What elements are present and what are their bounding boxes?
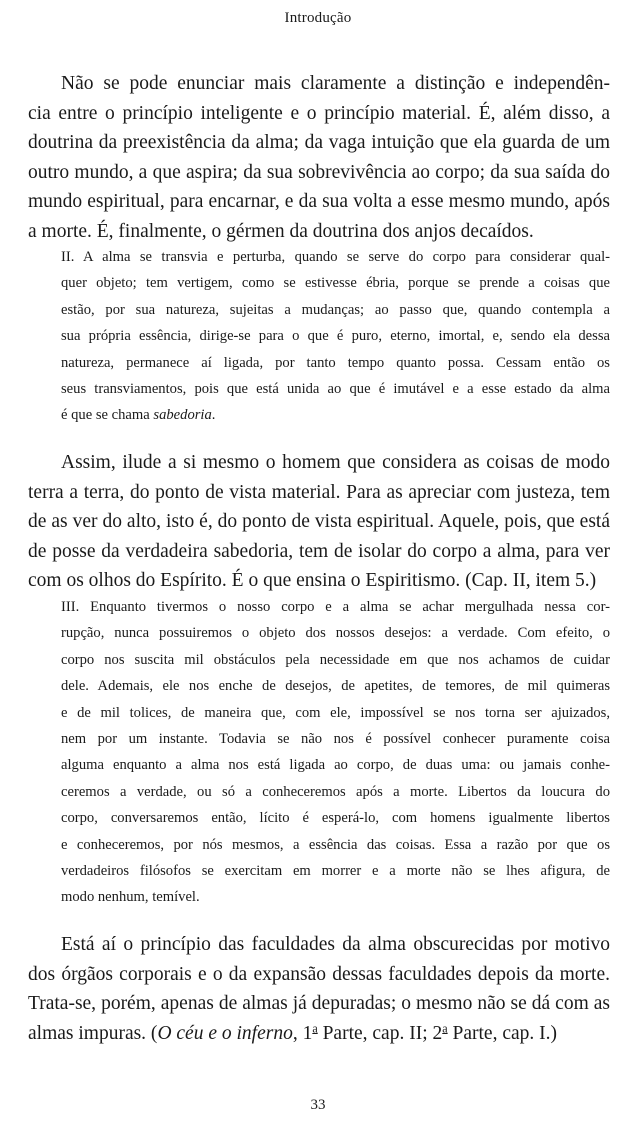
ordinal-indicator: a [312, 1020, 318, 1035]
quote-line: sua própria essência, dirige-se para o que é puro, eterno, imortal, e, sendo ela dessa [61, 328, 610, 345]
text-line: dos órgãos corporais e o da expansão dessas faculdades depois da morte. [28, 963, 610, 985]
text-line: terra a terra, do ponto de vista material. Para as apreciar com justeza, tem [28, 481, 610, 503]
page-number: 33 [310, 1097, 326, 1113]
quote-block-iii [61, 594, 610, 911]
quote-line: ceremos a verdade, ou só a conheceremos após a morte. Libertos da loucura do [61, 783, 610, 800]
quote-line: II. A alma se transvia e perturba, quando se serve do corpo para considerar qual- [61, 249, 610, 265]
text-line: de posse da verdadeira sabedoria, tem de isolar do corpo a alma, para ver [28, 540, 610, 562]
text-line: doutrina da preexistência da alma; da vaga intuição que ela guarda de um [28, 132, 610, 153]
quote-line: natureza, permanece aí ligada, por tanto tempo quanto possa. Cessam então os [61, 354, 610, 371]
running-header: Introdução [284, 10, 352, 26]
quote-block-ii [61, 244, 610, 429]
text-line: Trata-se, porém, apenas de almas já depuradas; o mesmo não se dá com as [28, 993, 610, 1014]
italic-term: sabedoria [153, 407, 212, 424]
text-line: Está aí o princípio das faculdades da alma obscurecidas por motivo [61, 934, 610, 955]
body-paragraph-2 [28, 448, 610, 596]
quote-line: e conheceremos, por nós mesmos, a essência das coisas. Essa a razão por que os [61, 836, 610, 853]
italic-book-title: O céu e o inferno [157, 1022, 293, 1044]
ordinal-indicator: a [442, 1020, 448, 1035]
text-line: a morte. É, finalmente, o gérmen da doutrina dos anjos decaídos. [28, 220, 534, 242]
text-line [28, 1019, 610, 1049]
quote-line: quer objeto; tem vertigem, como se estivesse ébria, porque se prende a coisas que [61, 275, 610, 292]
quote-line: alguma enquanto a alma nos está ligada ao corpo, de duas uma: ou jamais conhe- [61, 757, 610, 774]
text-segment: almas impuras. ( [28, 1022, 158, 1044]
text-line: cia entre o princípio inteligente e o princípio material. É, além disso, a [28, 102, 610, 124]
text-segment: Parte, cap. II; 2 [317, 1022, 443, 1044]
quote-line: estão, por sua natureza, sujeitas a mudanças; ao passo que, quando contempla a [61, 301, 610, 318]
text-line: Não se pode enunciar mais claramente a distinção e independên- [61, 73, 610, 94]
text-segment: , 1 [292, 1022, 313, 1044]
body-paragraph-1 [28, 69, 610, 246]
quote-line: rupção, nunca possuiremos o objeto dos nossos desejos: a verdade. Com efeito, o [61, 625, 610, 642]
quote-line: III. Enquanto tivermos o nosso corpo e a alma se achar mergulhada nessa cor- [61, 599, 610, 615]
quote-line: verdadeiros filósofos se exercitam em morrer e a morte não se lhes afigura, de [61, 863, 610, 880]
quote-line: nem por um instante. Todavia se não nos é possível conhecer puramente coisa [61, 731, 610, 748]
quote-text-segment: é que se chama [61, 407, 154, 424]
quote-line: e de mil tolices, de maneira que, com ele, impossível se nos torna ser ajuizados, [61, 704, 610, 721]
text-line: de as ver do alto, isto é, do ponto de vista espiritual. Aquele, pois, que está [28, 511, 610, 532]
text-line: Assim, ilude a si mesmo o homem que considera as coisas de modo [61, 452, 610, 473]
text-line: mundo espiritual, para encarnar, e da sua volta a esse mesmo mundo, após [28, 191, 610, 212]
quote-line: dele. Ademais, ele nos enche de desejos, de apetites, de temores, de mil quimeras [61, 678, 610, 695]
quote-line: seus transviamentos, pois que está unida ao que é imutável e a esse estado da alma [61, 381, 610, 398]
text-segment: Parte, cap. I.) [447, 1022, 557, 1044]
quote-line: corpo, conversaremos então, lícito é esperá-lo, com homens igualmente libertos [61, 810, 610, 827]
text-line: outro mundo, a que aspira; da sua sobrevivência ao corpo; da sua saída do [28, 161, 610, 183]
quote-line [61, 402, 610, 428]
quote-line: modo nenhum, temível. [61, 889, 200, 906]
quote-text-segment: . [211, 407, 216, 424]
text-line: com os olhos do Espírito. É o que ensina o Espiritismo. (Cap. II, item 5.) [28, 570, 597, 591]
quote-line: corpo nos suscita mil obstáculos pela necessidade em que nos achamos de cuidar [61, 651, 610, 668]
body-paragraph-3 [28, 930, 610, 1048]
